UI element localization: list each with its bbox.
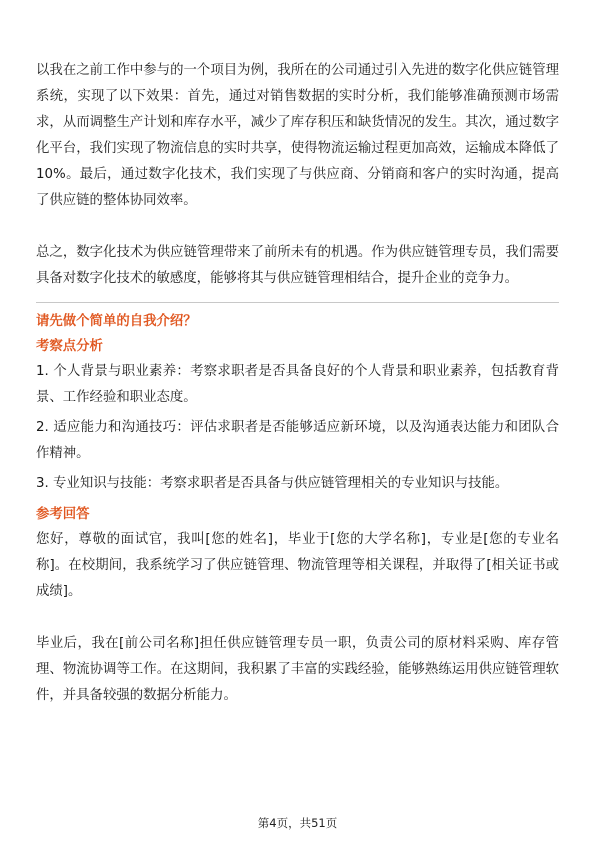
page-number-footer: 第4页，共51页 <box>257 816 338 830</box>
section-divider <box>36 302 559 303</box>
page-content <box>36 58 559 709</box>
intro-paragraph-1: 以我在之前工作中参与的一个项目为例，我所在的公司通过引入先进的数字化供应链管理系统，实现了以下效果：首先，通过对销售数据的实时分析，我们能够准确预测市场需求，从而调整生产计划和库存水平，减少了库存积压和缺货情况的发生。其次，通过数字化平台，我们实现了物流信息的实时共享，使得物流运输过程更加高效，运输成本降低了10%。最后，通过数字化技术，我们实现了与供应商、分销商和客户的实时沟通，提高了供应链的整体协同效率。 <box>36 63 559 208</box>
answer-paragraph-1: 您好，尊敬的面试官，我叫[您的姓名]，毕业于[您的大学名称]，专业是[您的专业名称]。在校期间，我系统学习了供应链管理、物流管理等相关课程，并取得了[相关证书或成绩]。 <box>36 532 559 599</box>
answer-paragraph-2: 毕业后，我在[前公司名称]担任供应链管理专员一职，负责公司的原材料采购、库存管理、物流协调等工作。在这期间，我积累了丰富的实践经验，能够熟练运用供应链管理软件，并具备较强的数据分析能力。 <box>36 636 559 703</box>
question-title: 请先做个简单的自我介绍？ <box>36 314 197 329</box>
intro-paragraph-2: 总之，数字化技术为供应链管理带来了前所未有的机遇。作为供应链管理专员，我们需要具备对数字化技术的敏感度，能够将其与供应链管理相结合，提升企业的竞争力。 <box>36 245 559 286</box>
analysis-point: 1. 个人背景与职业素养：考察求职者是否具备良好的个人背景和职业素养，包括教育背景、工作经验和职业态度。 <box>36 364 559 405</box>
analysis-title: 考察点分析 <box>36 339 103 354</box>
answer-title: 参考回答 <box>36 507 90 522</box>
analysis-point: 2. 适应能力和沟通技巧：评估求职者是否能够适应新环境，以及沟通表达能力和团队合作精神。 <box>36 420 559 461</box>
analysis-point: 3. 专业知识与技能：考察求职者是否具备与供应链管理相关的专业知识与技能。 <box>36 476 509 491</box>
analysis-points-list <box>36 359 559 497</box>
